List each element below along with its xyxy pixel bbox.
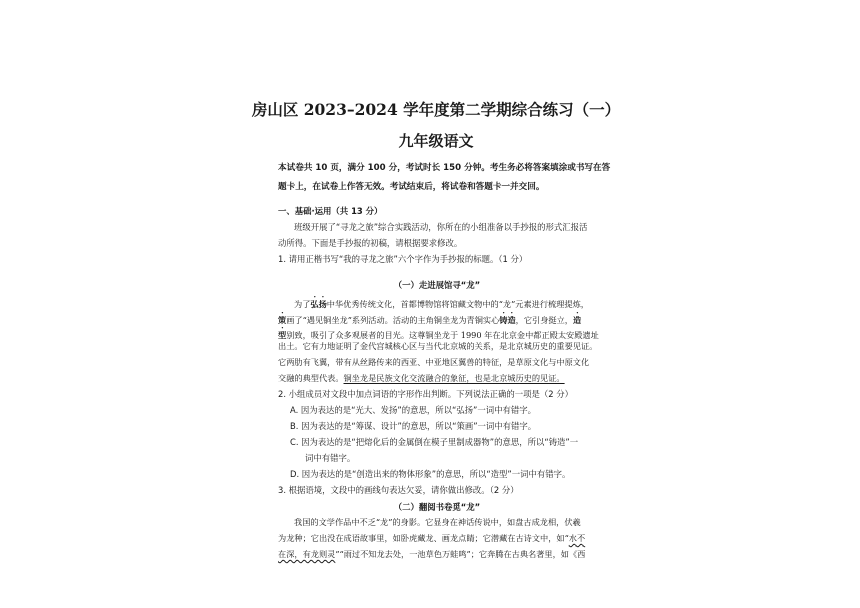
- wavy-quote-part-1: 水不: [568, 533, 586, 543]
- underlined-sentence: 铜坐龙是民族文化交流融合的象征，也是北京城历史的见证。: [343, 373, 565, 383]
- option-c-line-1: C. 因为表达的是“把熔化后的金属倒在模子里制成器物”的意思，所以“铸造”一: [290, 437, 579, 447]
- passage-1-line-2: 策画了“遇见铜坐龙”系列活动。活动的主角铜坐龙为青铜实心铸造，它引身挺立，造: [278, 315, 582, 325]
- intro-line-1: 班级开展了“寻龙之旅”综合实践活动，你所在的小组准备以手抄报的形式汇报活: [294, 222, 588, 232]
- part-2-heading: （二）翻阅书卷觅“龙”: [393, 502, 481, 512]
- option-b: B. 因为表达的是“筹谋、设计”的意思，所以“策画”一词中有错字。: [290, 421, 537, 431]
- dotted-word-hongyang: 弘扬: [310, 299, 327, 309]
- passage-2-line-3: 在深，有龙则灵”“雨过不知龙去处，一池草色万蛙鸣”；它奔腾在古典名著里，如《西: [278, 549, 586, 559]
- wavy-quote-part-2: 在深，有龙则灵: [278, 549, 336, 559]
- notice-line-2: 题卡上，在试卷上作答无效。考试结束后，将试卷和答题卡一并交回。: [278, 182, 545, 192]
- dotted-char-ce: 策: [278, 315, 287, 325]
- notice-line-1: 本试卷共 10 页，满分 100 分，考试时长 150 分钟。考生务必将答案填涂或书写在答: [278, 163, 611, 173]
- section-heading: 一、基础·运用（共 13 分）: [278, 206, 383, 216]
- dotted-char-xing: 型: [278, 330, 287, 340]
- part-1-heading: （一）走进展馆寻“龙”: [393, 280, 481, 290]
- option-d: D. 因为表达的是“创造出来的物体形象”的意思，所以“造型”一词中有错字。: [290, 469, 571, 479]
- exam-subtitle: 九年级语文: [398, 132, 474, 150]
- dotted-char-zao: 造: [572, 315, 582, 325]
- passage-1-line-6: 交融的典型代表。铜坐龙是民族文化交流融合的象征，也是北京城历史的见证。: [278, 373, 565, 383]
- passage-2-line-1: 我国的文学作品中不乏“龙”的身影。它显身在神话传说中，如盘古成龙相，伏羲: [294, 517, 581, 527]
- question-2: 2. 小组成员对文段中加点词语的字形作出判断。下列说法正确的一项是（2 分）: [278, 389, 574, 399]
- passage-1-line-5: 它两肋有飞翼，带有从丝路传来的西亚、中亚地区翼兽的特征，是草原文化与中原文化: [278, 357, 590, 367]
- passage-1-line-1: 为了弘扬中华优秀传统文化，首都博物馆将馆藏文物中的“龙”元素进行梳理提炼，: [294, 299, 589, 309]
- option-a: A. 因为表达的是“光大、发扬”的意思，所以“弘扬”一词中有错字。: [290, 405, 537, 415]
- passage-1-line-4: 出土。它有力地证明了金代宫城核心区与当代北京城的关系，是北京城历史的重要见证。: [278, 341, 598, 351]
- passage-1-line-3: 型别致，吸引了众多观展者的目光。这尊铜坐龙于 1990 年在北京金中都正殿太安殿遗址: [278, 330, 599, 340]
- option-c-line-2: 词中有错字。: [305, 453, 356, 463]
- dotted-word-zhuzao: 铸造: [499, 315, 516, 325]
- passage-2-line-2: 为龙种；它出没在成语故事里，如卧虎藏龙、画龙点睛；它潜藏在古诗文中，如“水不: [278, 533, 586, 543]
- exam-title: 房山区 2023–2024 学年度第二学期综合练习（一）: [251, 100, 621, 119]
- question-1: 1. 请用正楷书写“我的寻龙之旅”六个字作为手抄报的标题。（1 分）: [278, 254, 528, 264]
- question-3: 3. 根据语境，文段中的画线句表达欠妥，请你做出修改。（2 分）: [278, 485, 519, 495]
- intro-line-2: 动所得。下面是手抄报的初稿，请根据要求修改。: [278, 238, 463, 248]
